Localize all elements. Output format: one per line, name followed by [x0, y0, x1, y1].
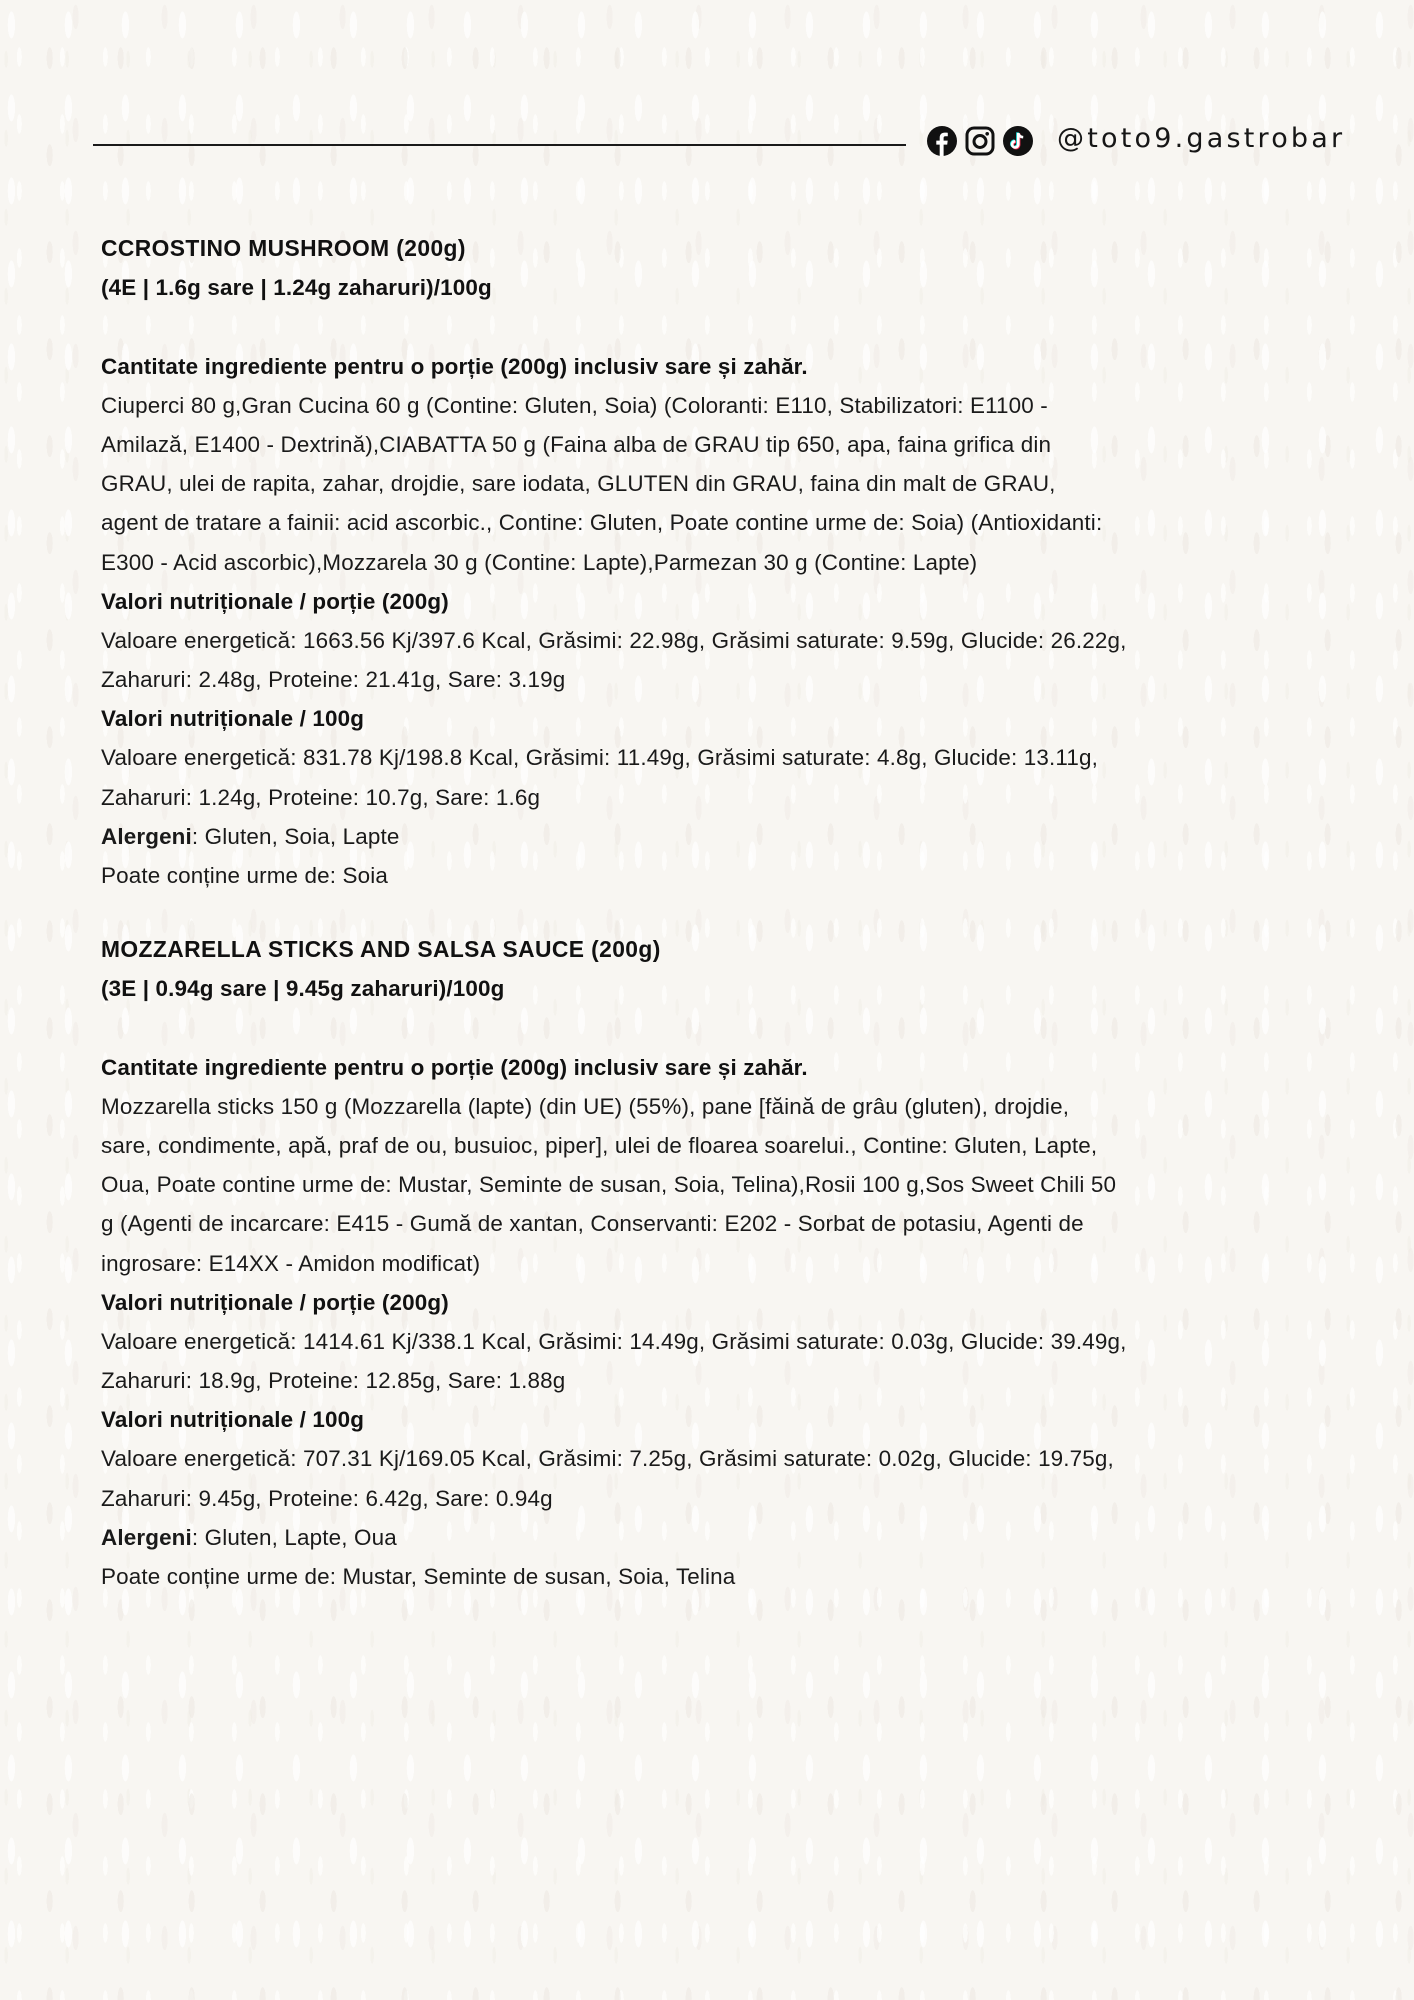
- may-contain-traces: Poate conține urme de: Mustar, Seminte de susan, Soia, Telina: [101, 1564, 736, 1589]
- ingredients-line: Amilază, E1400 - Dextrină),CIABATTA 50 g (Faina alba de GRAU tip 650, apa, faina grifica din: [101, 431, 1052, 457]
- allergens-value: : Gluten, Lapte, Oua: [191, 1524, 397, 1550]
- item-title: MOZZARELLA STICKS AND SALSA SAUCE (200g): [101, 936, 661, 962]
- ingredients-line: agent de tratare a fainii: acid ascorbic., Contine: Gluten, Poate contine urme de: Soia) (Antioxidanti:: [101, 510, 1103, 536]
- spacer: [101, 1008, 1401, 1047]
- ingredients-line: g (Agenti de incarcare: E415 - Gumă de xantan, Conservanti: E202 - Sorbat de potasiu, Agenti de: [101, 1211, 1084, 1237]
- nutrition-per-100g-line: Valoare energetică: 707.31 Kj/169.05 Kcal, Grăsimi: 7.25g, Grăsimi saturate: 0.02g, Glucide: 19.75g,: [101, 1446, 1114, 1472]
- nutrition-per-portion-line: Zaharuri: 18.9g, Proteine: 12.85g, Sare: 1.88g: [101, 1368, 566, 1394]
- ingredients-line: sare, condimente, apă, praf de ou, busuioc, piper], ulei de floarea soarelui., Contine: Gluten, Lapte,: [101, 1132, 1098, 1158]
- ingredients-line: ingrosare: E14XX - Amidon modificat): [101, 1250, 481, 1276]
- ingredients-heading: Cantitate ingrediente pentru o porție (200g) inclusiv sare și zahăr.: [101, 353, 808, 379]
- allergens-label: Alergeni: [101, 1524, 192, 1550]
- ingredients-line: E300 - Acid ascorbic),Mozzarela 30 g (Contine: Lapte),Parmezan 30 g (Contine: Lapte): [101, 549, 978, 575]
- nutrition-per-100g-line: Zaharuri: 9.45g, Proteine: 6.42g, Sare: 0.94g: [101, 1485, 553, 1511]
- nutrition-per-100g-line: Zaharuri: 1.24g, Proteine: 10.7g, Sare: 1.6g: [101, 784, 541, 810]
- allergens-label: Alergeni: [101, 823, 192, 849]
- nutrition-per-portion-heading: Valori nutriționale / porție (200g): [101, 1289, 449, 1315]
- item-title: CCROSTINO MUSHROOM (200g): [101, 235, 466, 261]
- ingredients-line: Mozzarella sticks 150 g (Mozzarella (lapte) (din UE) (55%), pane [făină de grâu (gluten), drojdie,: [101, 1093, 1070, 1119]
- allergens: [101, 817, 1401, 856]
- social-handle[interactable]: @toto9.gastrobar: [1057, 123, 1346, 154]
- ingredients-heading: Cantitate ingrediente pentru o porție (200g) inclusiv sare și zahăr.: [101, 1054, 808, 1080]
- may-contain-traces: Poate conține urme de: Soia: [101, 863, 388, 888]
- nutrition-per-100g-heading: Valori nutriționale / 100g: [101, 706, 365, 732]
- allergens: [101, 1518, 1401, 1557]
- ingredients-line: Ciuperci 80 g,Gran Cucina 60 g (Contine: Gluten, Soia) (Coloranti: E110, Stabilizatori: E1100 -: [101, 392, 1048, 418]
- header-divider: [93, 144, 906, 146]
- facebook-icon[interactable]: [927, 126, 957, 156]
- ingredients-line: Oua, Poate contine urme de: Mustar, Seminte de susan, Soia, Telina),Rosii 100 g,Sos Sweet Chili 50: [101, 1172, 1117, 1198]
- item-summary: (3E | 0.94g sare | 9.45g zaharuri)/100g: [101, 976, 505, 1002]
- instagram-icon[interactable]: [965, 126, 995, 156]
- social-links: [927, 125, 1033, 157]
- tiktok-icon[interactable]: [1003, 126, 1033, 156]
- nutrition-per-portion-line: Valoare energetică: 1414.61 Kj/338.1 Kcal, Grăsimi: 14.49g, Grăsimi saturate: 0.03g, Glucide: 39.49g,: [101, 1328, 1127, 1354]
- nutrition-per-portion-line: Zaharuri: 2.48g, Proteine: 21.41g, Sare: 3.19g: [101, 667, 566, 693]
- allergens-value: : Gluten, Soia, Lapte: [191, 823, 400, 849]
- item-summary: (4E | 1.6g sare | 1.24g zaharuri)/100g: [101, 275, 492, 301]
- ingredients-line: GRAU, ulei de rapita, zahar, drojdie, sare iodata, GLUTEN din GRAU, faina din malt de GRAU,: [101, 471, 1056, 497]
- nutrition-per-100g-line: Valoare energetică: 831.78 Kj/198.8 Kcal, Grăsimi: 11.49g, Grăsimi saturate: 4.8g, Glucide: 13.11g,: [101, 745, 1098, 771]
- nutrition-per-portion-heading: Valori nutriționale / porție (200g): [101, 588, 449, 614]
- menu-item-crostino-mushroom: [101, 229, 1401, 895]
- spacer: [101, 307, 1401, 346]
- nutrition-per-100g-heading: Valori nutriționale / 100g: [101, 1407, 365, 1433]
- menu-item-mozzarella-sticks: [101, 930, 1401, 1596]
- nutrition-per-portion-line: Valoare energetică: 1663.56 Kj/397.6 Kcal, Grăsimi: 22.98g, Grăsimi saturate: 9.59g, Glucide: 26.22g,: [101, 627, 1127, 653]
